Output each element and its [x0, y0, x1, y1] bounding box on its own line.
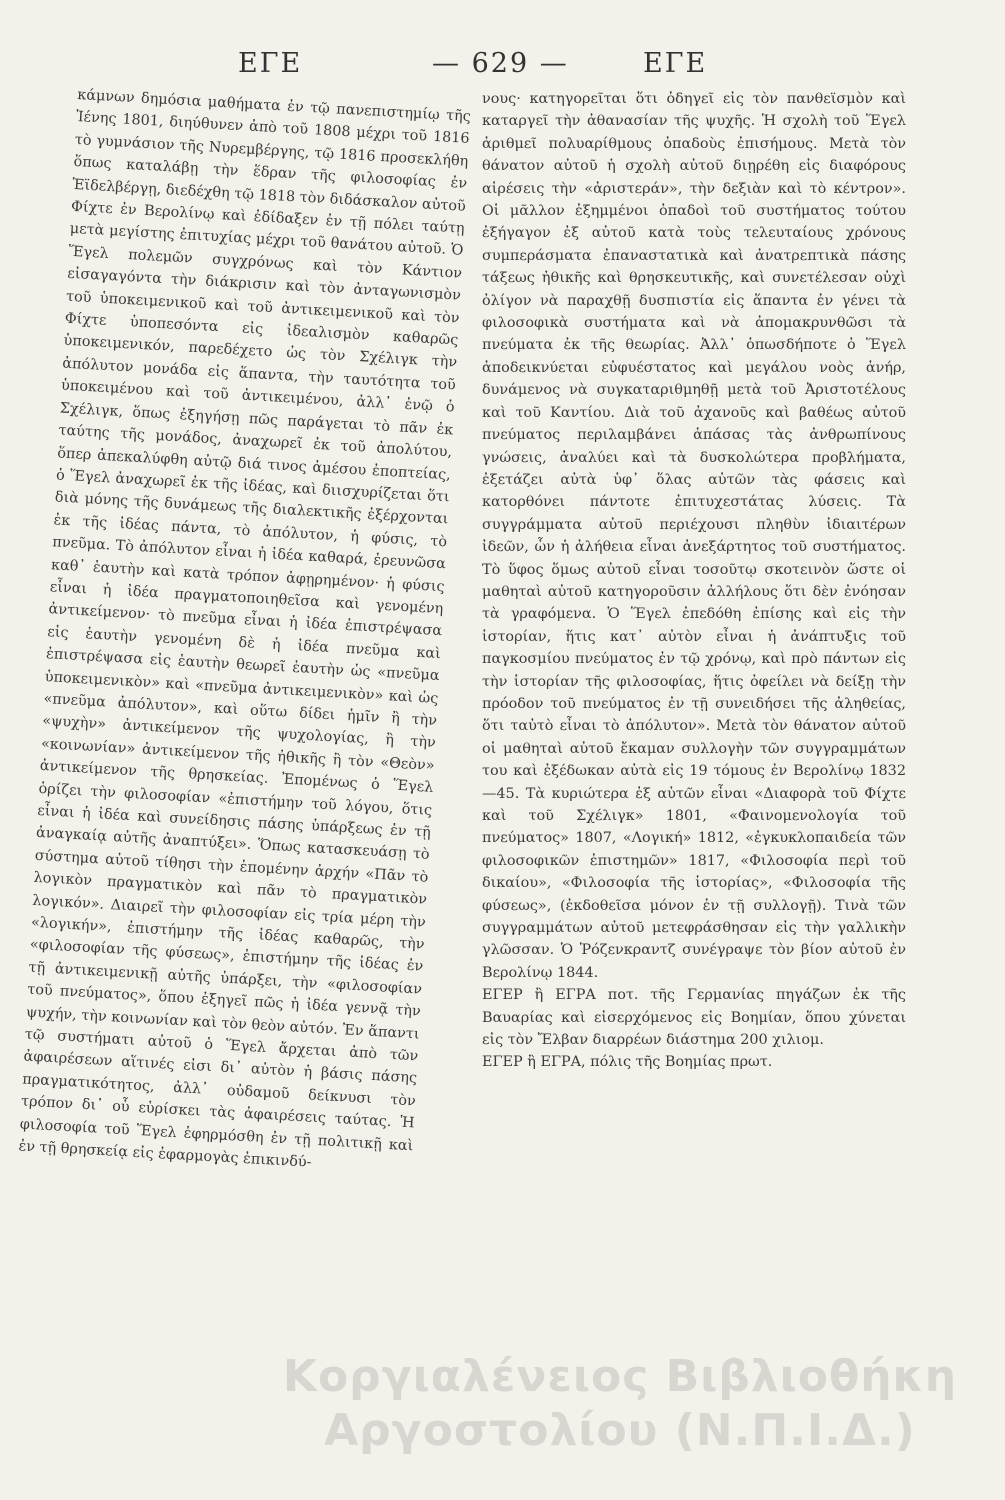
left-column	[18, 84, 471, 1180]
library-watermark	[250, 1350, 990, 1458]
page-header	[60, 48, 945, 88]
entry-eger-city: ΕΓΕΡ ἢ ΕΓΡΑ, πόλις τῆς Βοημίας πρωτ.	[482, 1054, 773, 1071]
header-left-keyword: ΕΓΕ	[238, 48, 303, 79]
watermark-line-2: Αργοστολίου (Ν.Π.Ι.Δ.)	[324, 1405, 916, 1456]
right-column	[482, 88, 906, 1074]
header-right-keyword: ΕΓΕ	[643, 48, 708, 79]
entry-eger-river: ΕΓΕΡ ἢ ΕΓΡΑ ποτ. τῆς Γερμανίας πηγάζων ἐκ τῆς Βαυαρίας καὶ εἰσερχόμενος εἰς Βοημίαν, ὅπου χύνεται εἰς τὸν Ἔλβαν διαρρέων διάστημα 200 χιλιομ.	[482, 987, 906, 1049]
left-column-text: κάμνων δημόσια μαθήματα ἐν τῷ πανεπιστημίῳ τῆς Ἰένης 1801, διηύθυνεν ἀπὸ τοῦ 1808 μέχρι τοῦ 1816 τὸ γυμνάσιον τῆς Νυρεμβέργης, τῷ 1816 προσεκλήθη ὅπως καταλάβῃ τὴν ἕδραν τῆς φιλοσοφίας ἐν Ἑϊδελβέργῃ, διεδέχθη τῷ 1818 τὸν διδάσκαλον αὐτοῦ Φίχτε ἐν Βερολίνῳ καὶ ἐδίδαξεν ἐν τῇ πόλει ταύτῃ μετὰ μεγίστης ἐπιτυχίας μέχρι τοῦ θανάτου αὐτοῦ. Ὁ Ἕγελ πολεμῶν συγχρόνως καὶ τὸν Κάντιον εἰσαγαγόντα τὴν διάκρισιν καὶ τὸν ἀνταγωνισμὸν τοῦ ὑποκειμενικοῦ καὶ τοῦ ἀντικειμενικοῦ καὶ τὸν Φίχτε ὑποπεσόντα εἰς ἰδεαλισμὸν καθαρῶς ὑποκειμενικόν, παρεδέχετο ὡς τὸν Σχέλιγκ τὴν ἀπόλυτον μονάδα εἰς ἅπαντα, τὴν ταυτότητα τοῦ ὑποκειμένου καὶ τοῦ ἀντικειμένου, ἀλλ᾽ ἐνῷ ὁ Σχέλιγκ, ὅπως ἐξηγήσῃ πῶς παράγεται τὸ πᾶν ἐκ ταύτης τῆς μονάδος, ἀναχωρεῖ ἐκ τοῦ ἀπολύτου, ὅπερ ἀπεκαλύφθη αὐτῷ διά τινος ἀμέσου ἐποπτείας, ὁ Ἕγελ ἀναχωρεῖ ἐκ τῆς ἰδέας, καὶ διισχυρίζεται ὅτι διὰ μόνης τῆς δυνάμεως τῆς διαλεκτικῆς ἐξέρχονται ἐκ τῆς ἰδέας πάντα, τὸ ἀπόλυτον, ἡ φύσις, τὸ πνεῦμα. Τὸ ἀπόλυτον εἶναι ἡ ἰδέα καθαρά, ἐρευνῶσα καθ᾽ ἑαυτὴν καὶ κατὰ τρόπον ἀφῃρημένον· ἡ φύσις εἶναι ἡ ἰδέα πραγματοποιηθεῖσα καὶ γενομένη ἀντικείμενον· τὸ πνεῦμα εἶναι ἡ ἰδέα ἐπιστρέψασα εἰς ἑαυτὴν γενομένη δὲ ἡ ἰδέα πνεῦμα καὶ ἐπιστρέψασα εἰς ἑαυτὴν θεωρεῖ ἑαυτὴν ὡς «πνεῦμα ὑποκειμενικὸν» καὶ «πνεῦμα ἀντικειμενικὸν» καὶ ὡς «πνεῦμα ἀπόλυτον», καὶ οὕτω δίδει ἡμῖν ἢ τὴν «ψυχὴν» ἀντικείμενον τῆς ψυχολογίας, ἢ τὴν «κοινωνίαν» ἀντικείμενον τῆς ἠθικῆς ἢ τὸν «Θεὸν» ἀντικείμενον τῆς θρησκείας. Ἐπομένως ὁ Ἕγελ ὁρίζει τὴν φιλοσοφίαν «ἐπιστήμην τοῦ λόγου, ὅτις εἶναι ἡ ἰδέα καὶ συνείδησις πάσης ὑπάρξεως ἐν τῇ ἀναγκαίᾳ αὐτῆς ἀναπτύξει». Ὅπως κατασκευάσῃ τὸ σύστημα αὐτοῦ τίθησι τὴν ἑπομένην ἀρχήν «Πᾶν τὸ λογικὸν πραγματικὸν καὶ πᾶν τὸ πραγματικὸν λογικόν». Διαιρεῖ τὴν φιλοσοφίαν εἰς τρία μέρη τὴν «λογικήν», ἐπιστήμην τῆς ἰδέας καθαρῶς, τὴν «φιλοσοφίαν τῆς φύσεως», ἐπιστήμην τῆς ἰδέας ἐν τῇ ἀντικειμενικῇ αὐτῆς ὑπάρξει, τὴν «φιλοσοφίαν τοῦ πνεύματος», ὅπου ἐξηγεῖ πῶς ἡ ἰδέα γεννᾷ τὴν ψυχήν, τὴν κοινωνίαν καὶ τὸν θεὸν αὐτόν. Ἐν ἅπαντι τῷ συστήματι αὐτοῦ ὁ Ἕγελ ἄρχεται ἀπὸ τῶν ἀφαιρέσεων αἵτινές εἰσι δι᾽ αὐτὸν ἡ βάσις πάσης πραγματικότητος, ἀλλ᾽ οὐδαμοῦ δείκνυσι τὸν τρόπον δι᾽ οὗ εὑρίσκει τὰς ἀφαιρέσεις ταύτας. Ἡ φιλοσοφία τοῦ Ἕγελ ἐφηρμόσθη ἐν τῇ πολιτικῇ καὶ ἐν τῇ θρησκείᾳ εἰς ἐφαρμογὰς ἐπικινδύ-	[18, 86, 472, 1171]
watermark-line-1: Κοργιαλένειος Βιβλιοθήκη	[282, 1351, 958, 1402]
right-column-text: νους· κατηγορεῖται ὅτι ὁδηγεῖ εἰς τὸν πανθεϊσμὸν καὶ καταργεῖ τὴν ἀθανασίαν τῆς ψυχῆς. Ἡ σχολὴ τοῦ Ἕγελ ἀριθμεῖ πολυαρίθμους ὀπαδοὺς ἐπισήμους. Μετὰ τὸν θάνατον αὐτοῦ ἡ σχολὴ αὐτοῦ διῃρέθη εἰς διαφόρους αἱρέσεις τὴν «ἀριστεράν», τὴν δεξιὰν καὶ τὸ κέντρον». Οἱ μᾶλλον ἐξημμένοι ὀπαδοὶ τοῦ συστήματος τούτου ἐξήγαγον ἐξ αὐτοῦ κατὰ τοὺς τελευταίους χρόνους συμπεράσματα ἐπαναστατικὰ καὶ ἀνατρεπτικὰ πάσης τάξεως ἠθικῆς καὶ θρησκευτικῆς, καὶ συνετέλεσαν οὐχὶ ὀλίγον νὰ παραχθῇ δυσπιστία εἰς ἅπαντα ἐν γένει τὰ φιλοσοφικὰ συστήματα καὶ νὰ ἀπομακρυνθῶσι τὰ πνεύματα ἐκ τῆς θεωρίας. Ἀλλ᾽ ὁπωσδήποτε ὁ Ἕγελ ἀποδεικνύεται εὐφυέστατος καὶ μεγάλου νοὸς ἀνήρ, δυνάμενος νὰ συγκαταριθμηθῇ μετὰ τοῦ Ἀριστοτέλους καὶ τοῦ Καντίου. Διὰ τοῦ ἀχανοῦς καὶ βαθέως αὐτοῦ πνεύματος περιλαμβάνει ἁπάσας τὰς ἀνθρωπίνους γνώσεις, ἀναλύει καὶ τὰ δυσκολώτερα προβλήματα, ἐξετάζει αὐτὰ ὑφ᾽ ὅλας αὐτῶν τὰς φάσεις καὶ κατορθόνει πάντοτε ἐπιτυχεστάτας λύσεις. Τὰ συγγράμματα αὐτοῦ περιέχουσι πληθὺν ἰδιαιτέρων ἰδεῶν, ὧν ἡ ἀλήθεια εἶναι ἀνεξάρτητος τοῦ συστήματος. Τὸ ὕφος ὅμως αὐτοῦ εἶναι τοσοῦτῳ σκοτεινὸν ὥστε οἱ μαθηταὶ αὐτοῦ κατηγοροῦσιν ἀλλήλους ὅτι δὲν ἐνόησαν τὰ γραφόμενα. Ὁ Ἕγελ ἐπεδόθη ἐπίσης καὶ εἰς τὴν ἱστορίαν, ἥτις κατ᾽ αὐτὸν εἶναι ἡ ἀνάπτυξις τοῦ παγκοσμίου πνεύματος ἐν τῷ χρόνῳ, καὶ πρὸ πάντων εἰς τὴν ἱστορίαν τῆς φιλοσοφίας, ἥτις ὀφείλει νὰ δείξῃ τὴν πρόοδον τοῦ πνεύματος ἐν τῇ συνειδήσει τῆς ἀληθείας, ὅτι ταὐτὸ εἶναι τὸ ἀπόλυτον». Μετὰ τὸν θάνατον αὐτοῦ οἱ μαθηταὶ αὐτοῦ ἔκαμαν συλλογὴν τῶν συγγραμμάτων του καὶ ἐξέδωκαν αὐτὰ εἰς 19 τόμους ἐν Βερολίνῳ 1832—45. Τὰ κυριώτερα ἐξ αὐτῶν εἶναι «Διαφορὰ τοῦ Φίχτε καὶ τοῦ Σχέλιγκ» 1801, «Φαινομενολογία τοῦ πνεύματος» 1807, «Λογική» 1812, «ἐγκυκλοπαιδεία τῶν φιλοσοφικῶν ἐπιστημῶν» 1817, «Φιλοσοφία περὶ τοῦ δικαίου», «Φιλοσοφία τῆς ἱστορίας», «Φιλοσοφία τῆς φύσεως», (ἐκδοθεῖσα μόνον ἐν τῇ συλλογῇ). Τινὰ τῶν συγγραμμάτων αὐτοῦ μετεφράσθησαν εἰς τὴν γαλλικὴν γλῶσσαν. Ὁ Ῥόζενκραντζ συνέγραψε τὸν βίον αὐτοῦ ἐν Βερολίνῳ 1844.	[482, 91, 906, 981]
page-number: — 629 —	[432, 48, 569, 79]
